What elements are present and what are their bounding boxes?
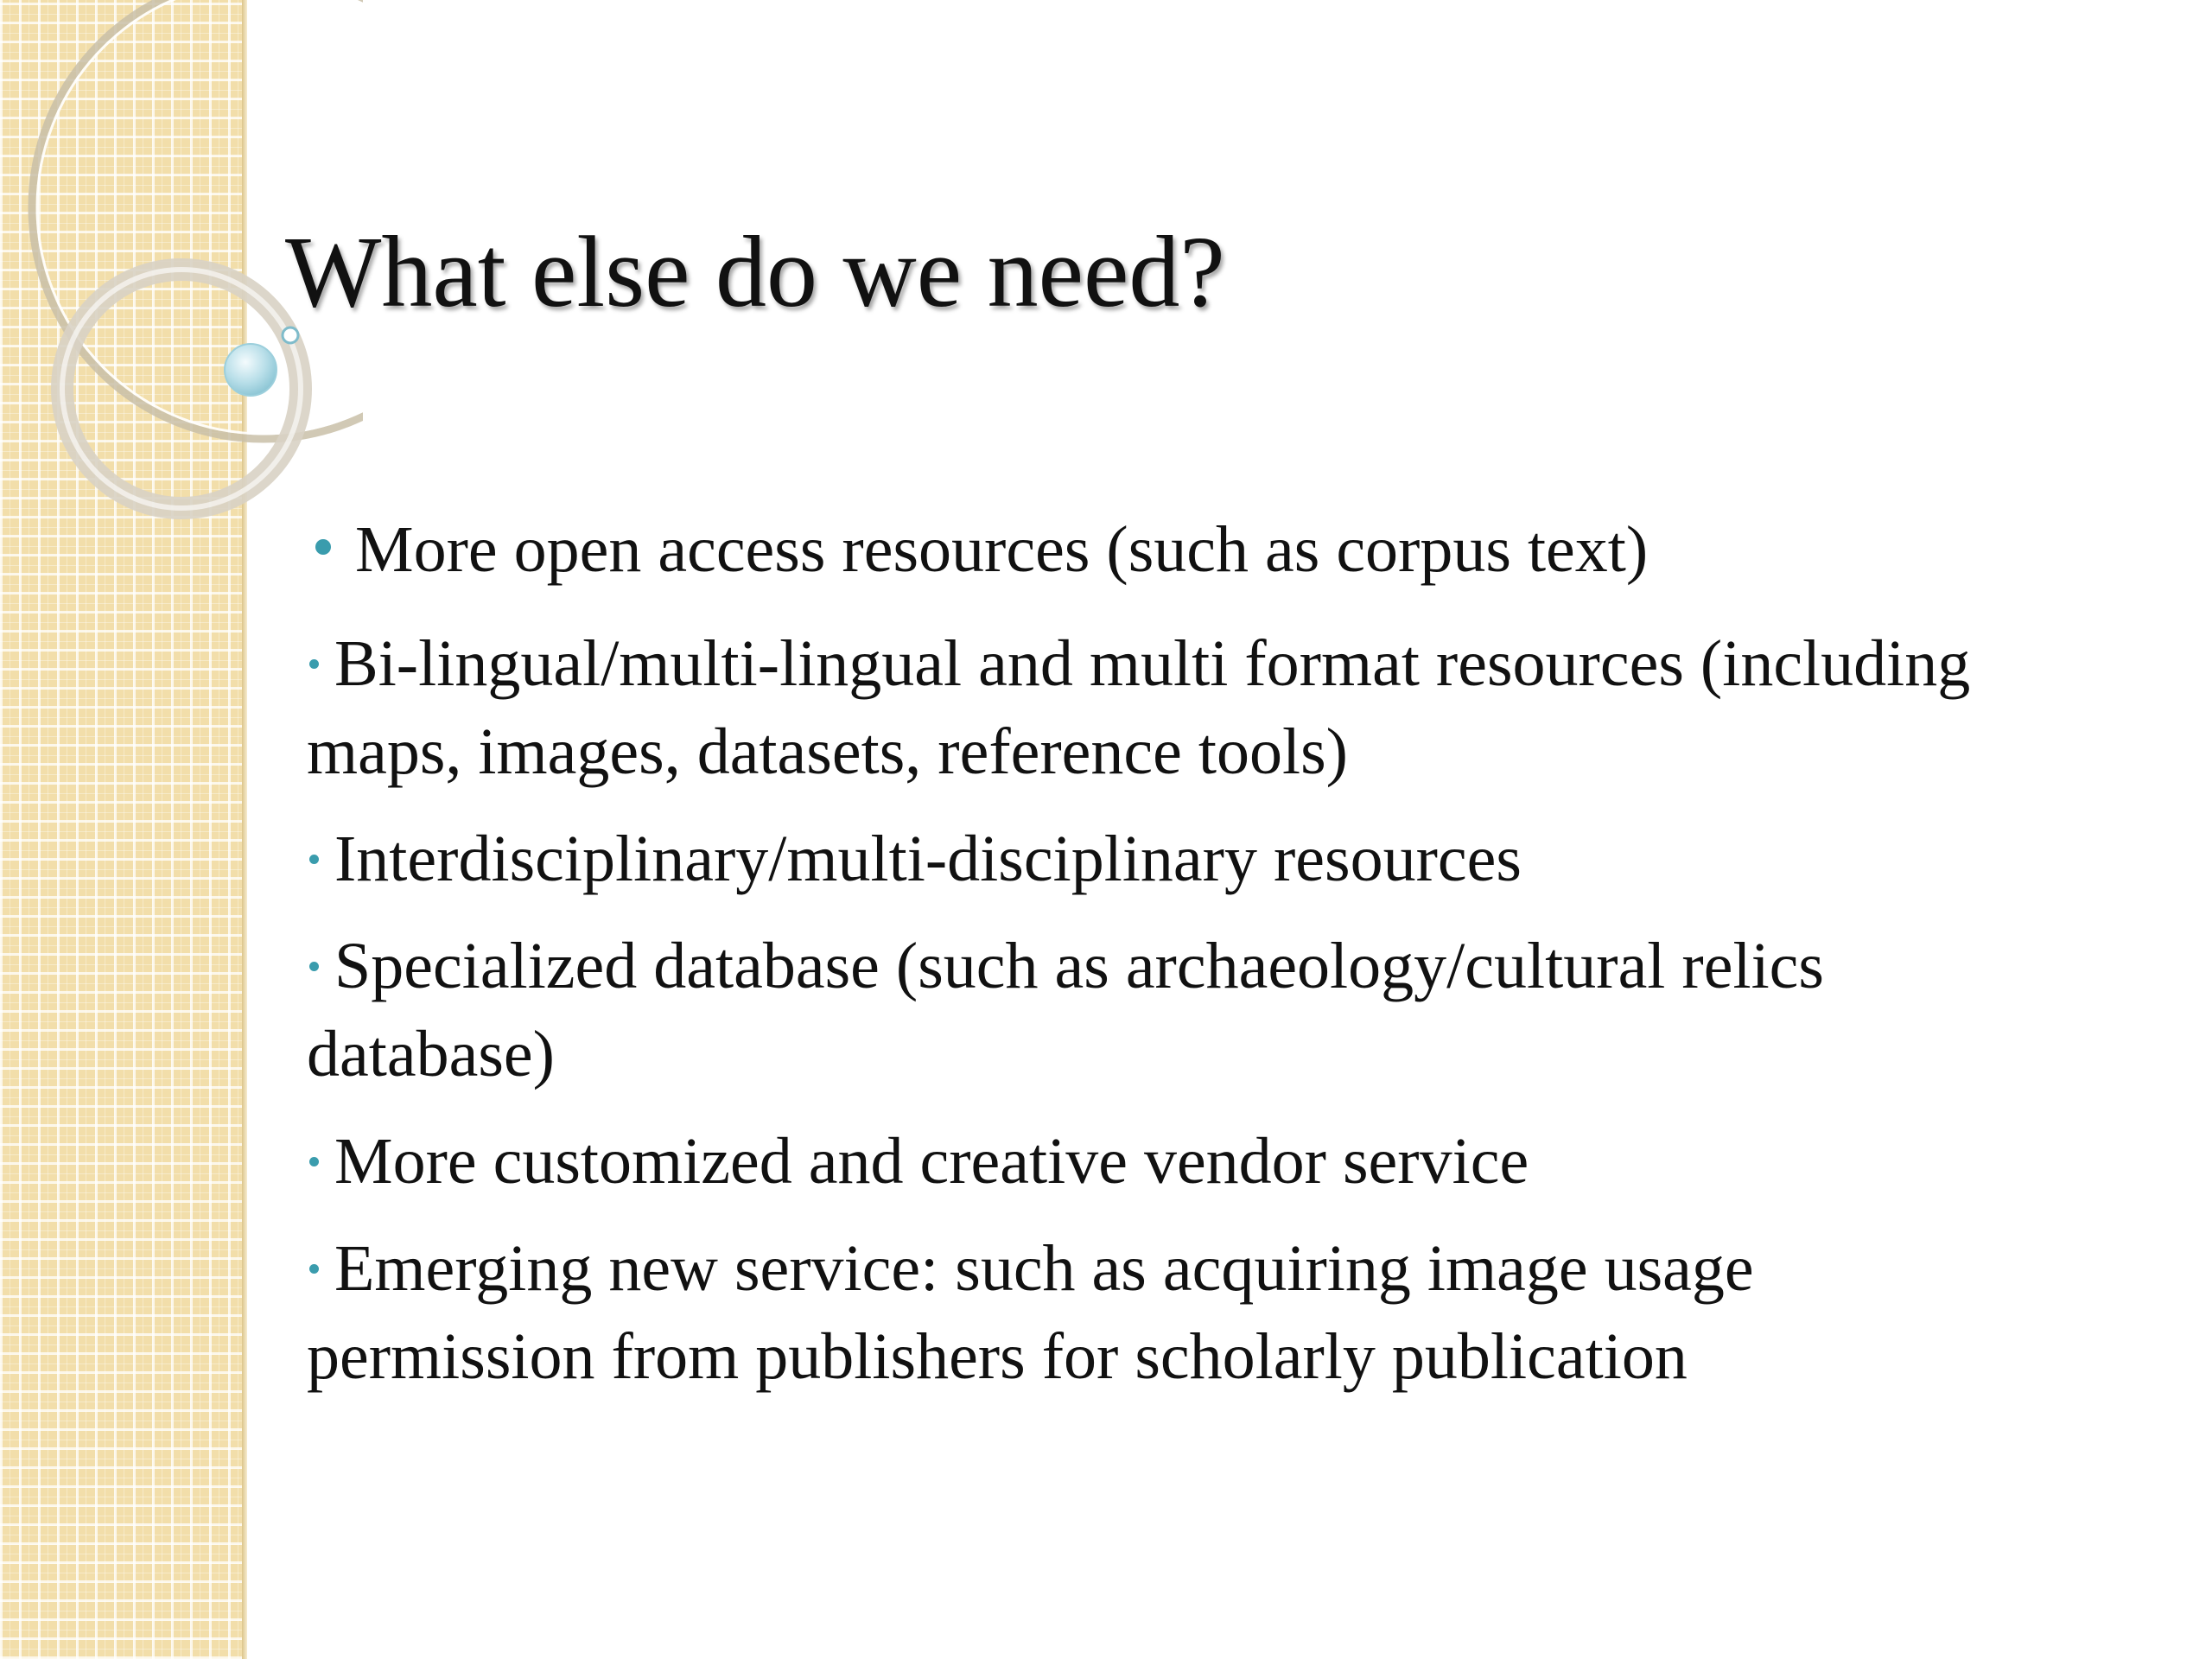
bullet-item bbox=[307, 1117, 2035, 1205]
bullet-list bbox=[307, 505, 2035, 1420]
slide-title: What else do we need? bbox=[285, 215, 1225, 328]
bullet-text: Specialized database (such as archaeology/cultural relics database) bbox=[307, 930, 1824, 1090]
bullet-text: More open access resources (such as corpus text) bbox=[355, 513, 1649, 586]
bullet-item bbox=[307, 505, 2035, 594]
bullet-icon bbox=[309, 1264, 319, 1274]
bullet-item bbox=[307, 922, 2035, 1098]
bullet-text: More customized and creative vendor service bbox=[334, 1125, 1529, 1198]
bullet-icon bbox=[309, 1157, 319, 1166]
bullet-icon bbox=[309, 962, 319, 971]
small-bubble-icon bbox=[283, 327, 298, 343]
bullet-item bbox=[307, 620, 2035, 796]
bullet-item bbox=[307, 1224, 2035, 1401]
bullet-icon bbox=[315, 539, 331, 555]
bullet-text: Emerging new service: such as acquiring image usage permission from publishers for scholarly publication bbox=[307, 1232, 1754, 1393]
bullet-item bbox=[307, 815, 2035, 903]
bullet-text: Bi-lingual/multi-lingual and multi format resources (including maps, images, datasets, reference tools) bbox=[307, 627, 1971, 788]
bullet-text: Interdisciplinary/multi-disciplinary resources bbox=[334, 823, 1522, 895]
bullet-icon bbox=[309, 855, 319, 864]
bubble-icon bbox=[225, 344, 276, 396]
bullet-icon bbox=[309, 659, 319, 669]
